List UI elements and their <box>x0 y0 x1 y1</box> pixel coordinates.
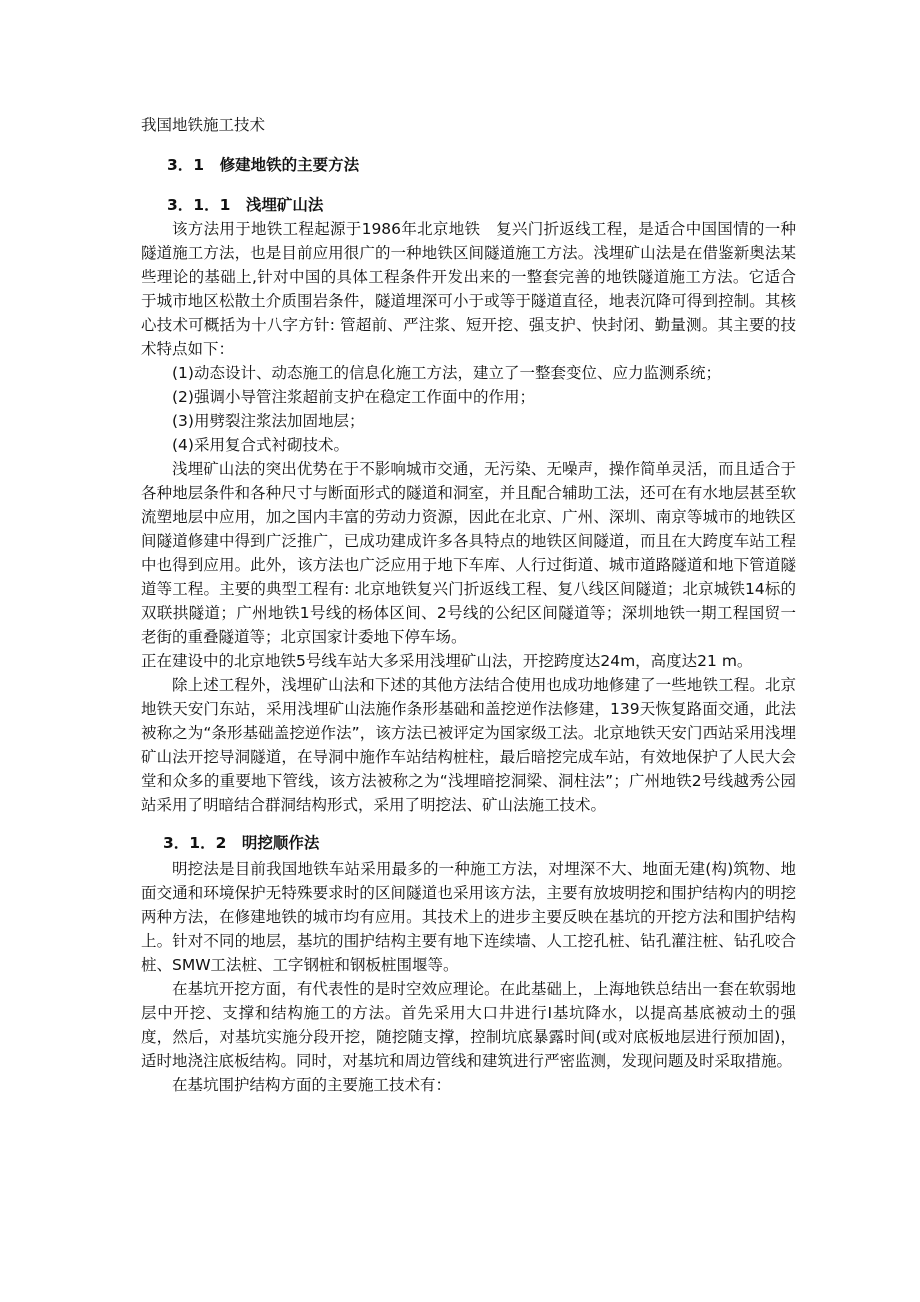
paragraph: 在基坑围护结构方面的主要施工技术有： <box>172 1076 452 1094</box>
section-heading-3-1-2: 3．1．2 明挖顺作法 <box>163 834 320 852</box>
paragraph: 除上述工程外，浅埋矿山法和下述的其他方法结合使用也成功地修建了一些地铁工程。北京地铁天安门东站，采用浅埋矿山法施作条形基础和盖挖逆作法修建，139天恢复路面交通，此法被称之为“条形基础盖挖逆作法”，该方法已被评定为国家级工法。北京地铁天安门西站采用浅埋矿山法开挖导洞隧道，在导洞中施作车站结构桩柱，最后暗挖完成车站，有效地保护了人民大会堂和众多的重要地下管线，该方法被称之为“浅埋暗挖洞梁、洞柱法”；广州地铁2号线越秀公园站采用了明暗结合群洞结构形式，采用了明挖法、矿山法施工技术。 <box>141 676 796 814</box>
list-item: (1)动态设计、动态施工的信息化施工方法，建立了一整套变位、应力监测系统； <box>172 364 721 382</box>
section-heading-3-1-1: 3．1．1 浅埋矿山法 <box>167 196 324 214</box>
paragraph: 正在建设中的北京地铁5号线车站大多采用浅埋矿山法，开挖跨度达24m，高度达21 m。 <box>141 652 753 670</box>
paragraph: 浅埋矿山法的突出优势在于不影响城市交通，无污染、无噪声，操作简单灵活，而且适合于各种地层条件和各种尺寸与断面形式的隧道和洞室，并且配合辅助工法，还可在有水地层甚至软流塑地层中应用，加之国内丰富的劳动力资源，因此在北京、广州、深圳、南京等城市的地铁区间隧道修建中得到广泛推广，已成功建成许多各具特点的地铁区间隧道，而且在大跨度车站工程中也得到应用。此外，该方法也广泛应用于地下车库、人行过街道、城市道路隧道和地下管道隧道等工程。主要的典型工程有: 北京地铁复兴门折返线工程、复八线区间隧道；北京城铁14标的双联拱隧道；广州地铁1号线的杨体区间、2号线的公纪区间隧道等；深圳地铁一期工程国贸一老街的重叠隧道等；北京国家计委地下停车场。 <box>141 460 796 646</box>
section-heading-3-1: 3．1 修建地铁的主要方法 <box>167 156 360 174</box>
list-item: (4)采用复合式衬砌技术。 <box>172 436 349 454</box>
document-title: 我国地铁施工技术 <box>141 116 266 134</box>
list-item: (2)强调小导管注浆超前支护在稳定工作面中的作用； <box>172 388 535 406</box>
document-body <box>141 113 796 1097</box>
list-item: (3)用劈裂注浆法加固地层； <box>172 412 365 430</box>
paragraph: 在基坑开挖方面，有代表性的是时空效应理论。在此基础上，上海地铁总结出一套在软弱地层中开挖、支撑和结构施工的方法。首先采用大口井进行Ⅰ基坑降水，以提高基底被动土的强度，然后，对基坑实施分段开挖，随挖随支撑，控制坑底暴露时间(或对底板地层进行预加固)，适时地浇注底板结构。同时，对基坑和周边管线和建筑进行严密监测，发现问题及时采取措施。 <box>141 980 796 1070</box>
paragraph: 该方法用于地铁工程起源于1986年北京地铁 复兴门折返线工程，是适合中国国情的一种隧道施工方法，也是目前应用很广的一种地铁区间隧道施工方法。浅埋矿山法是在借鉴新奥法某些理论的基础上,针对中国的具体工程条件开发出来的一整套完善的地铁隧道施工方法。它适合于城市地区松散土介质围岩条件，隧道埋深可小于或等于隧道直径，地表沉降可得到控制。其核心技术可概括为十八字方针: 管超前、严注浆、短开挖、强支护、快封闭、勤量测。其主要的技术特点如下： <box>141 220 796 358</box>
paragraph: 明挖法是目前我国地铁车站采用最多的一种施工方法，对埋深不大、地面无建(构)筑物、地面交通和环境保护无特殊要求时的区间隧道也采用该方法，主要有放坡明挖和围护结构内的明挖两种方法，在修建地铁的城市均有应用。其技术上的进步主要反映在基坑的开挖方法和围护结构上。针对不同的地层，基坑的围护结构主要有地下连续墙、人工挖孔桩、钻孔灌注桩、钻孔咬合桩、SMW工法桩、工字钢桩和钢板桩围堰等。 <box>141 860 796 974</box>
